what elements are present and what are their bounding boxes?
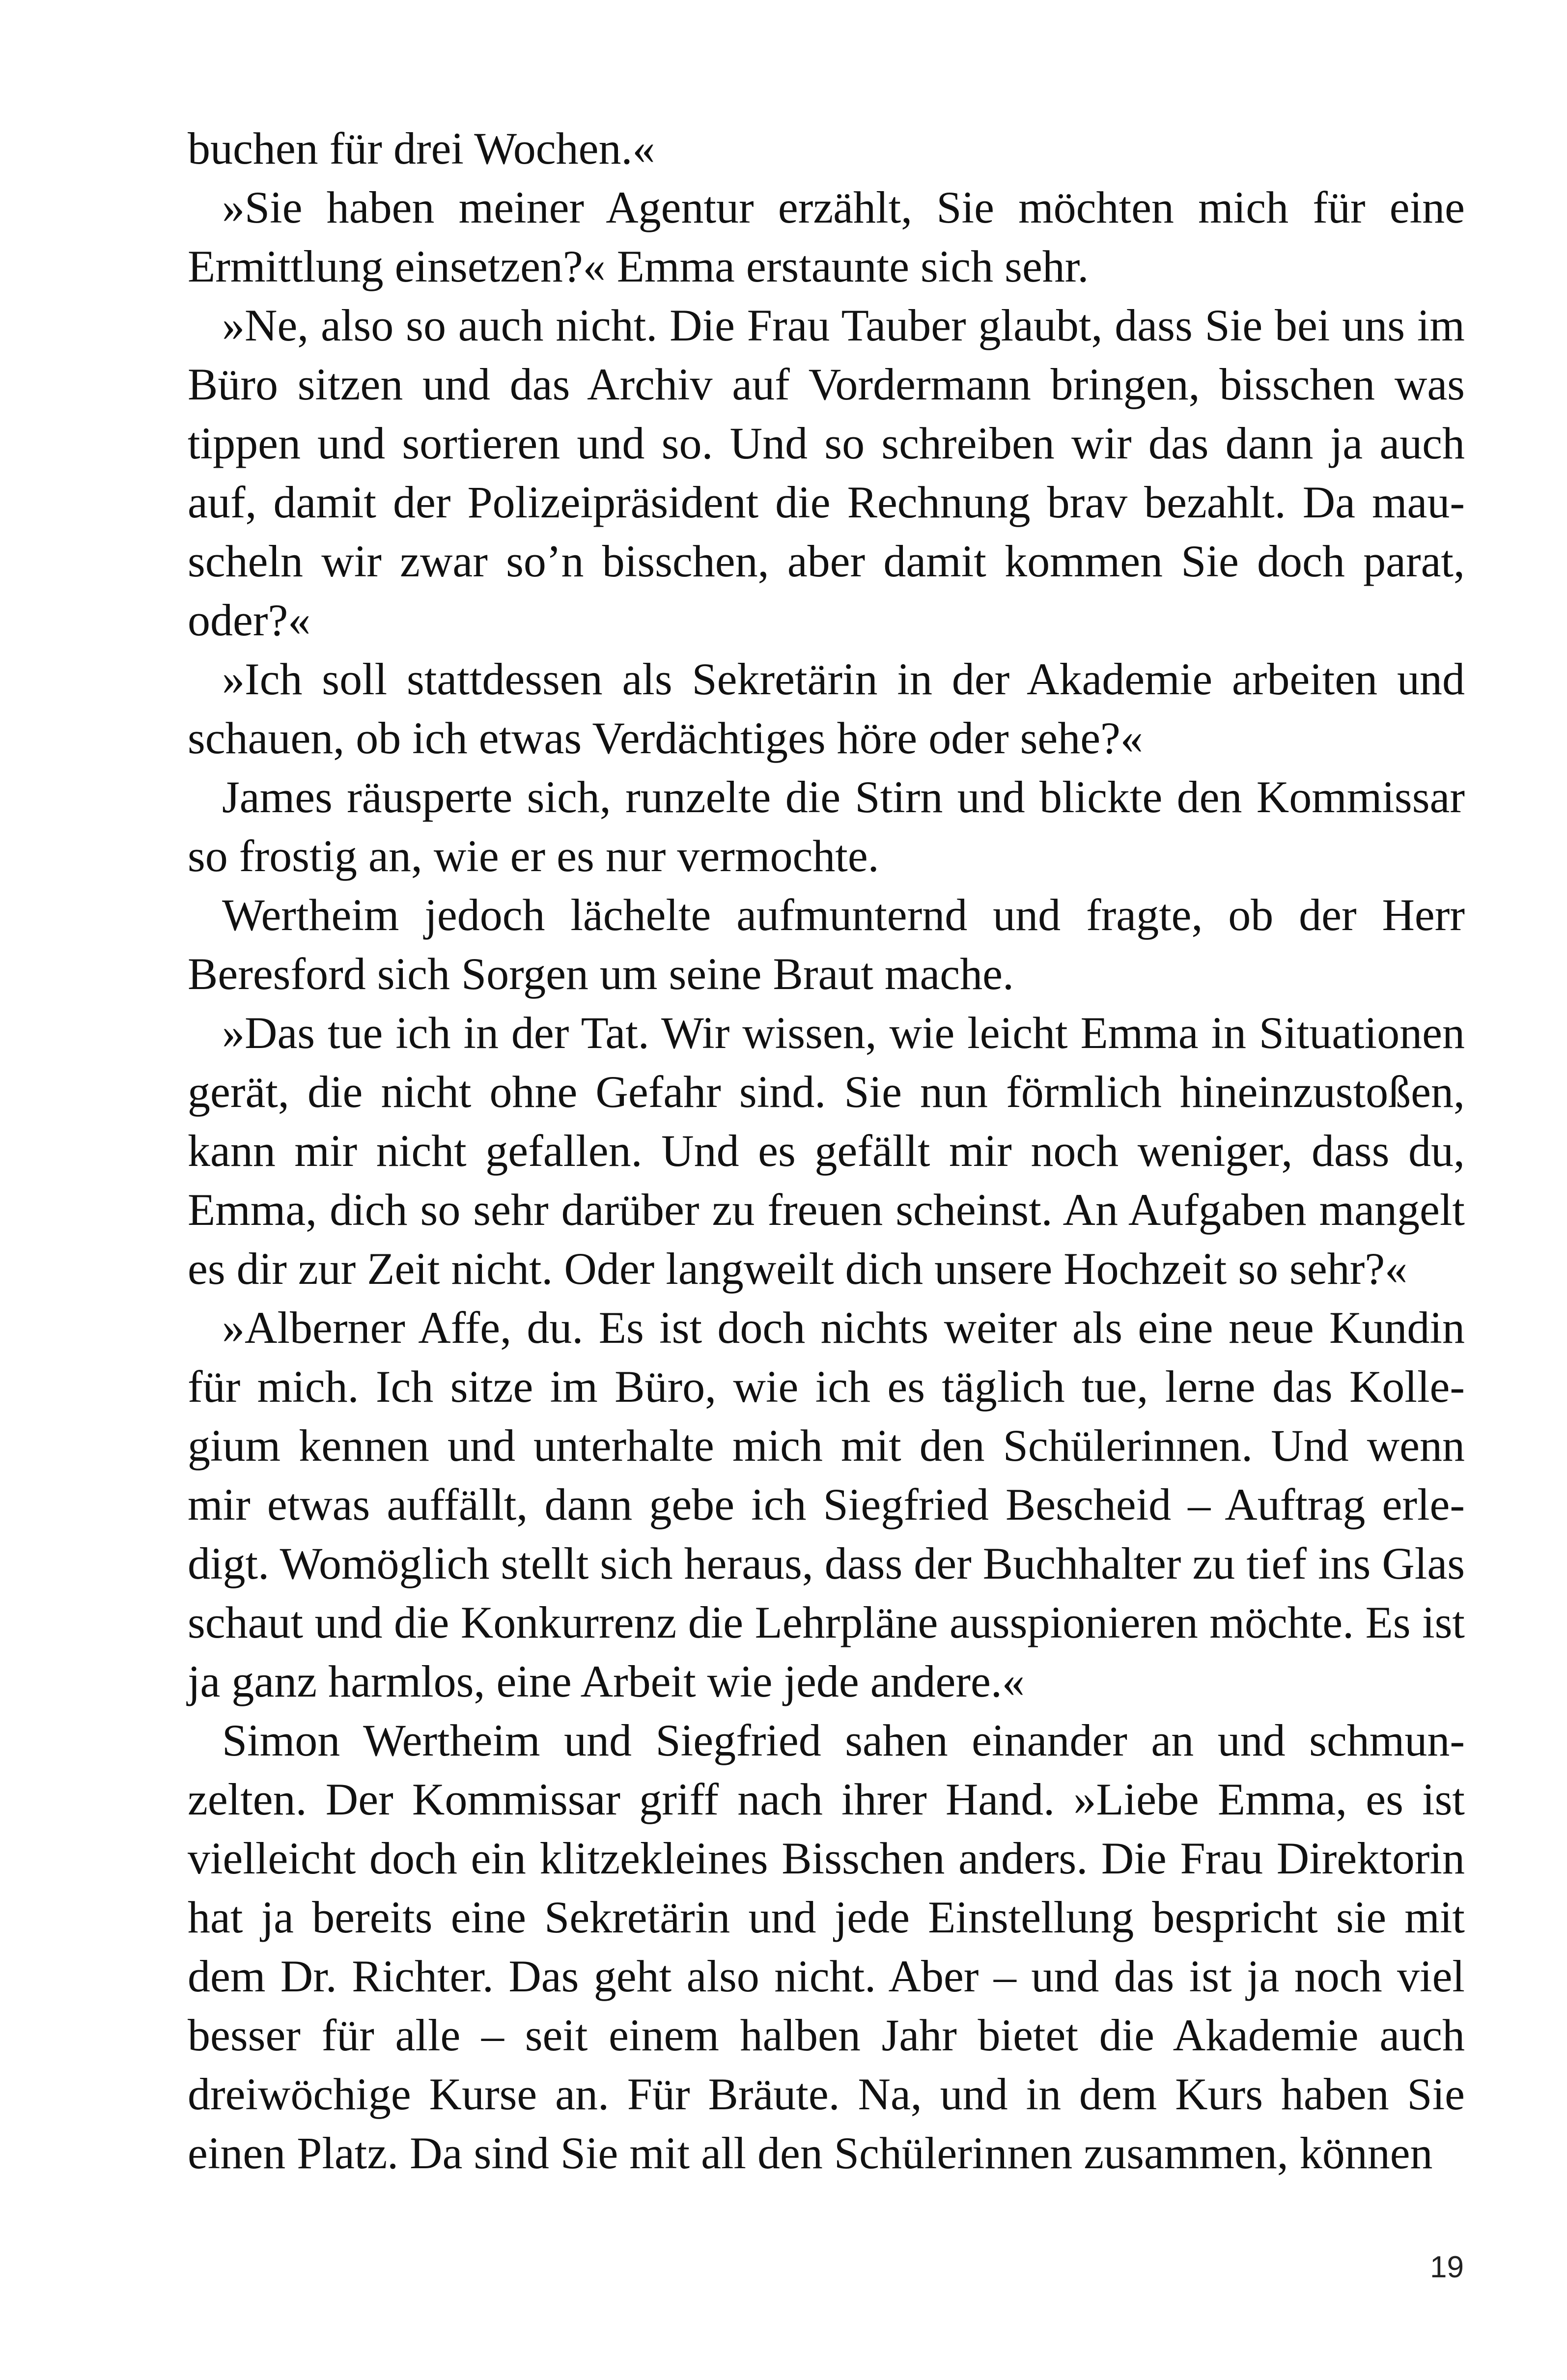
paragraph-2: »Sie haben meiner Agentur erzählt, Sie möchten mich für eine Ermittlung einsetzen?« Emma erstaunte sich sehr. xyxy=(188,182,1465,291)
paragraph-5: James räusperte sich, runzelte die Stirn und blickte den Kommissar so frostig an, wie er es nur vermochte. xyxy=(188,772,1465,881)
paragraph-9: Simon Wertheim und Siegfried sahen einander an und schmunzelten. Der Kommissar griff nach ihrer Hand. »Liebe Emma, es ist vielleicht doch ein klitzekleines Bisschen anders. Die Frau Direktorin hat ja bereits eine Sekretärin und jede Einstellung bespricht sie mit dem Dr. Richter. Das geht also nicht. Aber – und das ist ja noch viel besser für alle – seit einem halben Jahr bietet die Akademie auch dreiwöchige Kurse an. Für Bräute. Na, und in dem Kurs haben Sie einen Platz. Da sind Sie mit all den Schülerinnen zusammen, können xyxy=(188,1715,1465,2178)
paragraph-8: »Alberner Affe, du. Es ist doch nichts weiter als eine neue Kundin für mich. Ich sitze im Büro, wie ich es täglich tue, lerne das Kollegium kennen und unterhalte mich mit den Schülerinnen. Und wenn mir etwas auffällt, dann gebe ich Siegfried Bescheid – Auftrag erledigt. Womöglich stellt sich heraus, dass der Buchhalter zu tief ins Glas schaut und die Konkurrenz die Lehrpläne ausspionieren möchte. Es ist ja ganz harmlos, eine Arbeit wie jede andere.« xyxy=(188,1303,1465,1706)
paragraph-7: »Das tue ich in der Tat. Wir wissen, wie leicht Emma in Situationen gerät, die nicht ohne Gefahr sind. Sie nun förmlich hineinzustoßen, kann mir nicht gefallen. Und es gefällt mir noch weniger, dass du, Emma, dich so sehr darüber zu freuen scheinst. An Aufgaben mangelt es dir zur Zeit nicht. Oder langweilt dich unsere Hochzeit so sehr?« xyxy=(188,1008,1465,1294)
paragraph-4: »Ich soll stattdessen als Sekretärin in der Akademie arbeiten und schauen, ob ich etwas Verdächtiges höre oder sehe?« xyxy=(188,654,1465,763)
paragraph-1: buchen für drei Wochen.« xyxy=(188,123,655,173)
book-page-text xyxy=(188,119,1465,2182)
paragraph-3: »Ne, also so auch nicht. Die Frau Tauber glaubt, dass Sie bei uns im Büro sitzen und das Archiv auf Vordermann bringen, bisschen was tippen und sortieren und so. Und so schreiben wir das dann ja auch auf, damit der Polizeipräsident die Rechnung brav bezahlt. Da mauscheln wir zwar so’n bisschen, aber damit kommen Sie doch parat, oder?« xyxy=(188,300,1465,645)
paragraph-6: Wertheim jedoch lächelte aufmunternd und fragte, ob der Herr Beresford sich Sorgen um seine Braut mache. xyxy=(188,890,1465,999)
page-number: 19 xyxy=(1430,2250,1464,2284)
